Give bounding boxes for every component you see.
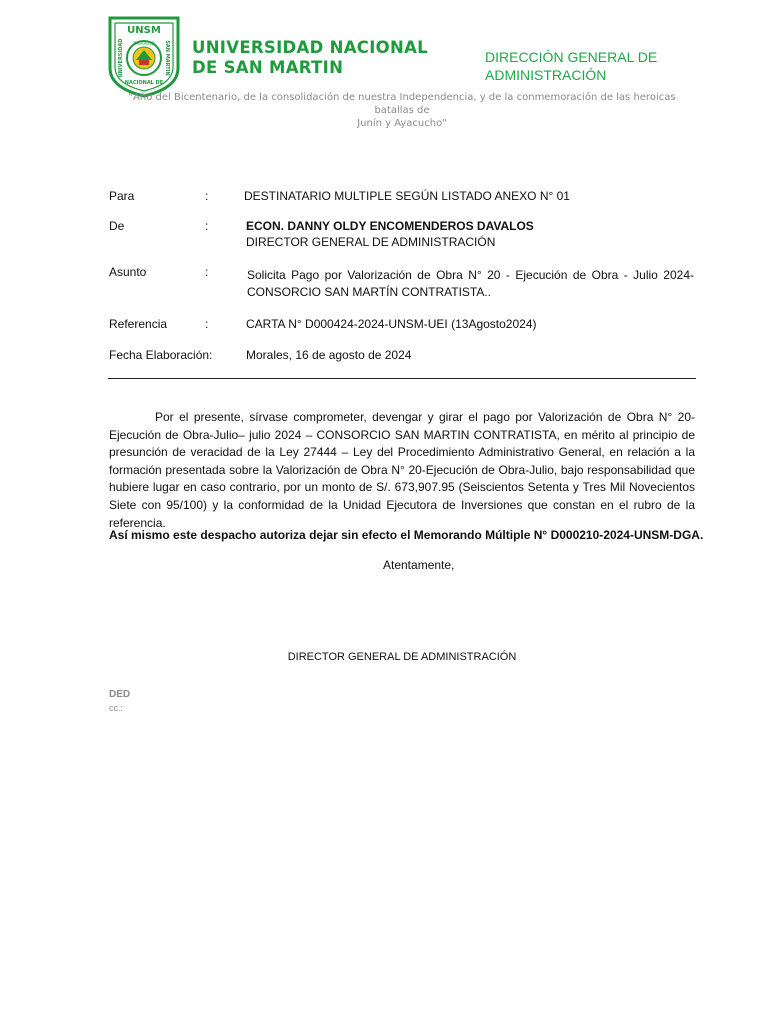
author-initials: DED (109, 689, 131, 700)
fecha-label: Fecha Elaboración: (109, 348, 213, 362)
para-colon: : (205, 189, 209, 203)
university-name-line1: UNIVERSIDAD NACIONAL (192, 38, 428, 57)
university-crest-icon (108, 16, 180, 98)
closing-salutation: Atentamente, (383, 558, 455, 572)
svg-text:NACIONAL DE: NACIONAL DE (124, 80, 164, 86)
svg-text:TARAPOTO: TARAPOTO (133, 41, 155, 46)
body-paragraph-text: Por el presente, sírvase comprometer, devengar y girar el pago por Valorización de Obra N° 20-Ejecución de Obra-Julio– julio 2024 – CONSORCIO SAN MARTIN CONTRATISTA, en mérito al principio de presunción de veracidad de la Ley 27444 – Ley del Procedimiento Administrativo General, en relación a la formación presentada sobre la Valorización de Obra N° 20-Ejecución de Obra-Julio, bajo responsabilidad que hubiere lugar en caso contrario, por un monto de S/. 673,907.95 (Seiscientos Setenta y Tres Mil Novecientos Siete con 95/100) y la conformidad de la Unidad Ejecutora de Inversiones que constan en el rubro de la referencia. (109, 410, 695, 530)
asunto-colon: : (205, 265, 209, 279)
referencia-colon: : (205, 317, 209, 331)
de-title: DIRECTOR GENERAL DE ADMINISTRACIÓN (246, 235, 496, 249)
annulment-note: Así mismo este despacho autoriza dejar sin efecto el Memorando Múltiple N° D000210-2024-UNSM-DGA. (109, 528, 704, 542)
svg-text:SAN MARTIN: SAN MARTIN (164, 40, 170, 76)
department-line2: ADMINISTRACIÓN (485, 67, 607, 83)
para-label: Para (109, 189, 135, 203)
university-name (192, 38, 428, 78)
signature-title: DIRECTOR GENERAL DE ADMINISTRACIÓN (287, 651, 517, 663)
motto-line2: Junín y Ayacucho" (357, 118, 447, 129)
de-name: ECON. DANNY OLDY ENCOMENDEROS DAVALOS (246, 219, 534, 233)
asunto-value: Solicita Pago por Valorización de Obra N° 20 - Ejecución de Obra - Julio 2024- CONSORCIO SAN MARTÍN CONTRATISTA.. (247, 268, 694, 299)
department-line1: DIRECCIÓN GENERAL DE (485, 49, 658, 65)
de-label: De (109, 219, 125, 233)
university-name-line2: DE SAN MARTIN (192, 58, 344, 77)
header-divider (108, 378, 696, 379)
cc-line: cc.: (109, 703, 124, 713)
de-colon: : (205, 219, 209, 233)
year-motto (108, 91, 696, 130)
body-paragraph (109, 409, 695, 532)
svg-text:UNSM: UNSM (127, 25, 161, 36)
fecha-value: Morales, 16 de agosto de 2024 (246, 348, 412, 362)
motto-line1: "Año del Bicentenario, de la consolidación de nuestra Independencia, y de la conmemoración de las heroicas batallas de (128, 92, 676, 116)
asunto-label: Asunto (109, 265, 147, 279)
para-value: DESTINATARIO MULTIPLE SEGÚN LISTADO ANEXO N° 01 (244, 189, 570, 203)
referencia-value: CARTA N° D000424-2024-UNSM-UEI (13Agosto2024) (246, 317, 537, 331)
referencia-label: Referencia (109, 317, 168, 331)
svg-text:UNIVERSIDAD: UNIVERSIDAD (118, 38, 124, 78)
department-name (485, 48, 685, 84)
